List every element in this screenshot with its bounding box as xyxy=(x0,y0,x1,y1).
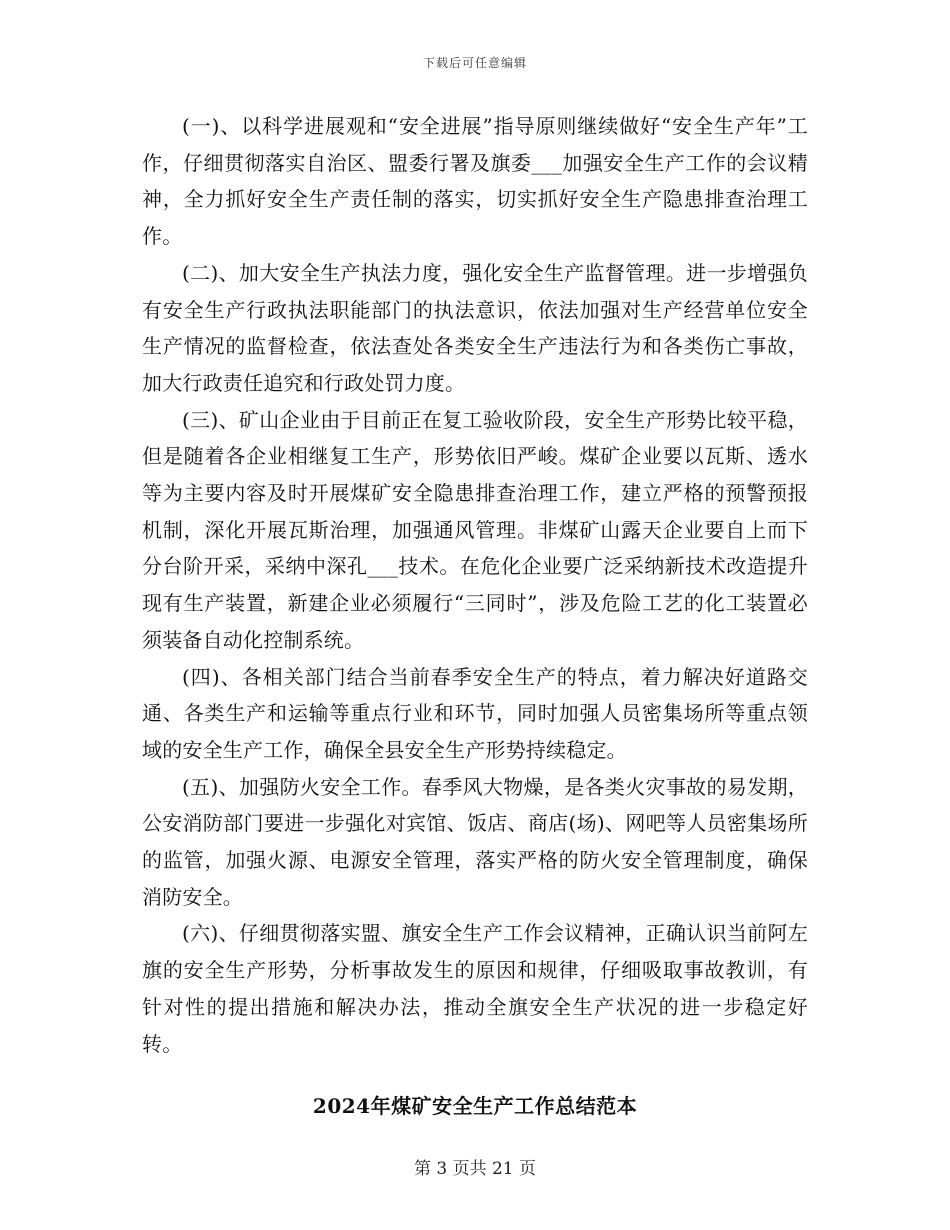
paragraph-6: (六)、仔细贯彻落实盟、旗安全生产工作会议精神，正确认识当前阿左旗的安全生产形势，分析事故发生的原因和规律，仔细吸取事故教训，有针对性的提出措施和解决办法，推动全旗安全生产状况的进一步稳定好转。 xyxy=(142,921,808,1056)
paragraph-5: (五)、加强防火安全工作。春季风大物燥，是各类火灾事故的易发期，公安消防部门要进一步强化对宾馆、饭店、商店(场)、网吧等人员密集场所的监管，加强火源、电源安全管理，落实严格的防火安全管理制度，确保消防安全。 xyxy=(142,774,808,909)
page-footer-number: 第 3 页共 21 页 xyxy=(413,1159,537,1179)
paragraph-4: (四)、各相关部门结合当前春季安全生产的特点，着力解决好道路交通、各类生产和运输等重点行业和环节，同时加强人员密集场所等重点领域的安全生产工作，确保全县安全生产形势持续稳定。 xyxy=(142,664,808,762)
document-body xyxy=(142,108,808,1062)
paragraph-1: (一)、以科学进展观和“安全进展”指导原则继续做好“安全生产年”工作，仔细贯彻落实自治区、盟委行署及旗委___加强安全生产工作的会议精神，全力抓好安全生产责任制的落实，切实抓好安全生产隐患排查治理工作。 xyxy=(142,114,808,249)
page-header-note: 下载后可任意编辑 xyxy=(422,56,527,70)
paragraph-2: (二)、加大安全生产执法力度，强化安全生产监督管理。进一步增强负有安全生产行政执法职能部门的执法意识，依法加强对生产经营单位安全生产情况的监督检查，依法查处各类安全生产违法行为和各类伤亡事故，加大行政责任追究和行政处罚力度。 xyxy=(142,260,808,395)
document-title: 2024年煤矿安全生产工作总结范本 xyxy=(312,1094,638,1118)
paragraph-3: (三)、矿山企业由于目前正在复工验收阶段，安全生产形势比较平稳，但是随着各企业相继复工生产，形势依旧严峻。煤矿企业要以瓦斯、透水等为主要内容及时开展煤矿安全隐患排查治理工作，建立严格的预警预报机制，深化开展瓦斯治理，加强通风管理。非煤矿山露天企业要自上而下分台阶开采，采纳中深孔___技术。在危化企业要广泛采纳新技术改造提升现有生产装置，新建企业必须履行“三同时”，涉及危险工艺的化工装置必须装备自动化控制系统。 xyxy=(142,407,808,652)
